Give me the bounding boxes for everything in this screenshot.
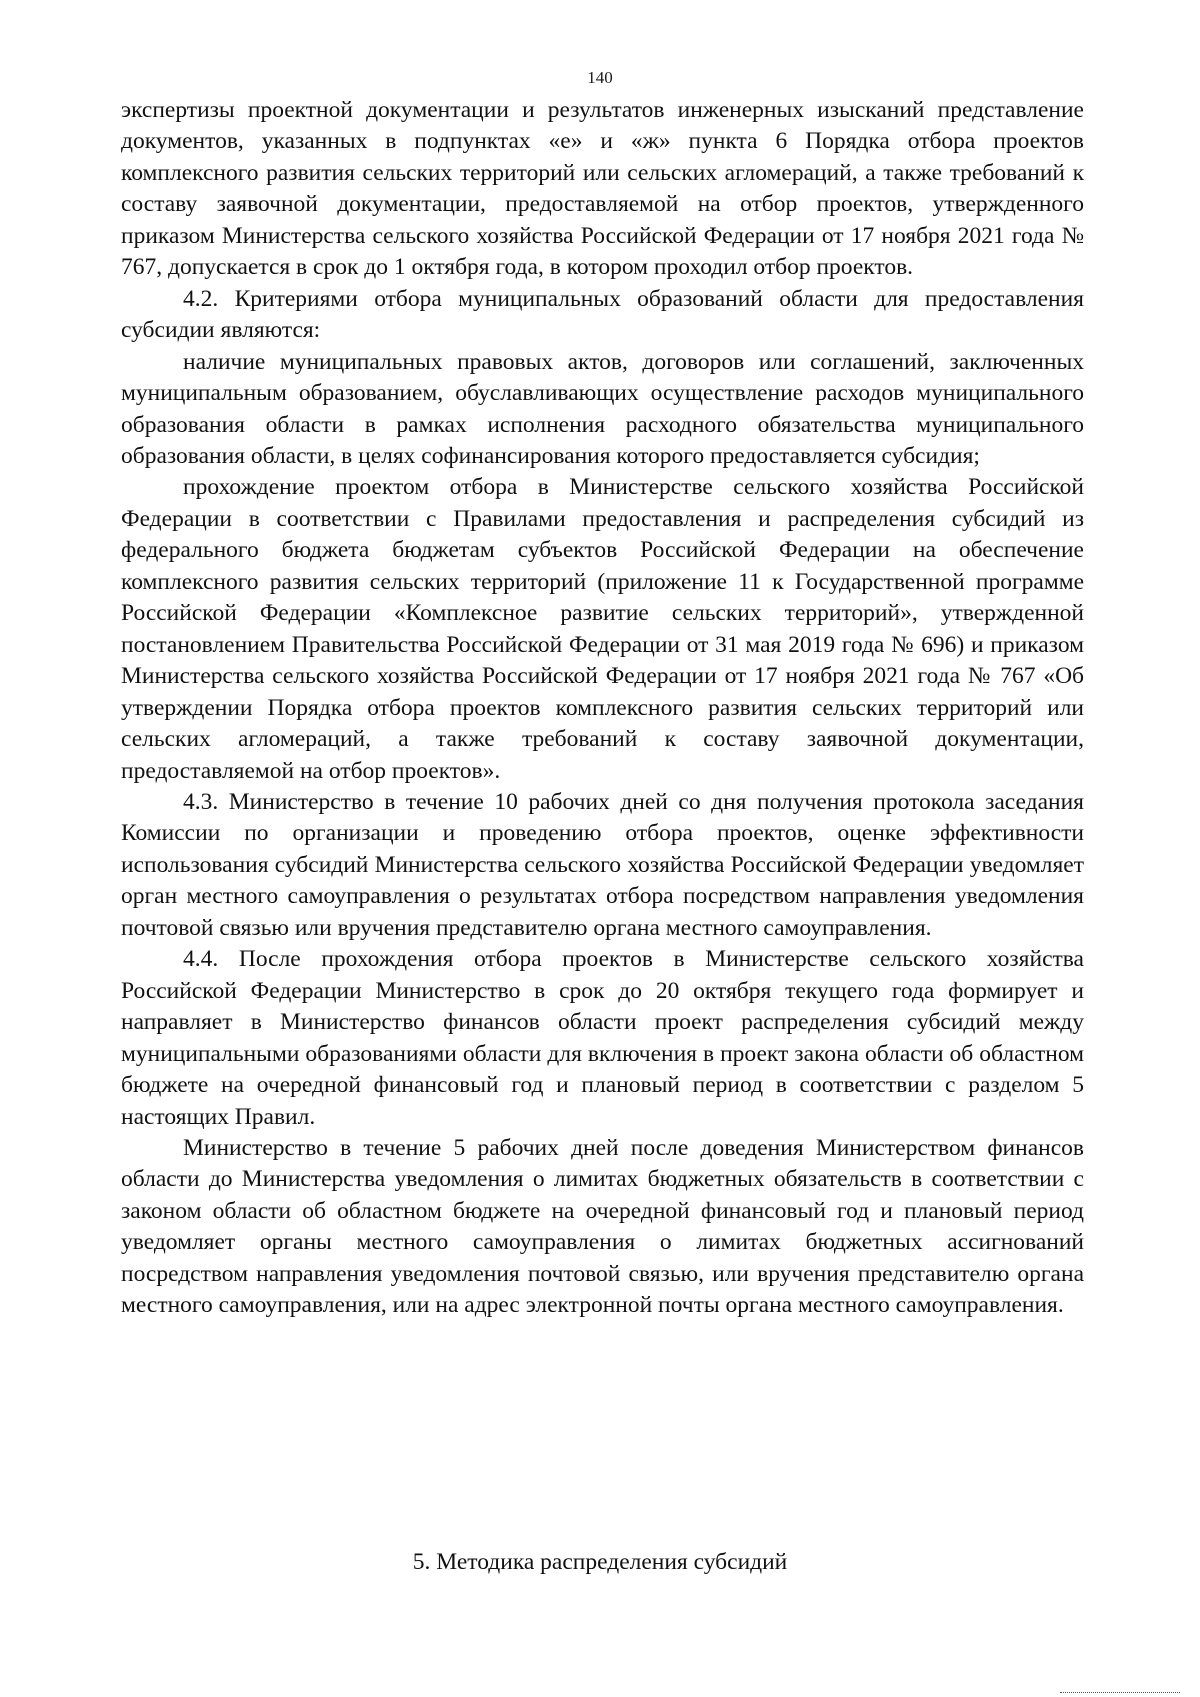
paragraph-budget-limits: Министерство в течение 5 рабочих дней после доведения Министерством финансов области до Министерства уведомления о лимитах бюджетных обязательств в соответствии с законом области об областном бюджете на очередной финансовый год и плановый период уведомляет органы местного самоуправления о лимитах бюджетных ассигнований посредством направления уведомления почтовой связью, или вручения представителю органа местного самоуправления, или на адрес электронной почты органа местного самоуправления. <box>121 1134 1084 1319</box>
paragraph-4-3-notification: 4.3. Министерство в течение 10 рабочих дней со дня получения протокола заседания Комиссии по организации и проведению отбора проектов, оценке эффективности использования субсидий Министерства сельского хозяйства Российской Федерации уведомляет орган местного самоуправления о результатах отбора посредством направления уведомления почтовой связью или вручения представителю органа местного самоуправления. <box>121 788 1084 941</box>
scan-artifact <box>1060 1682 1180 1693</box>
section-heading: 5. Методика распределения субсидий <box>412 1549 788 1575</box>
paragraph-criterion-legal-acts: наличие муниципальных правовых актов, договоров или соглашений, заключенных муниципальным образованием, обуславливающих осуществление расходов муниципального образования области в рамках исполнения расходного обязательства муниципального образования области, в целях софинансирования которого предоставляется субсидия; <box>121 348 1084 469</box>
paragraph-criterion-project-selection: прохождение проектом отбора в Министерстве сельского хозяйства Российской Федерации в соответствии с Правилами предоставления и распределения субсидий из федерального бюджета бюджетам субъектов Российской Федерации на обеспечение комплексного развития сельских территорий (приложение 11 к Государственной программе Российской Федерации «Комплексное развитие сельских территорий», утвержденной постановлением Правительства Российской Федерации от 31 мая 2019 года № 696) и приказом Министерства сельского хозяйства Российской Федерации от 17 ноября 2021 года № 767 «Об утверждении Порядка отбора проектов комплексного развития сельских территорий или сельских агломераций, а также требований к составу заявочной документации, предоставляемой на отбор проектов». <box>121 474 1084 784</box>
page-number: 140 <box>587 68 613 87</box>
paragraph-4-2-criteria: 4.2. Критериями отбора муниципальных образований области для предоставления субсидии являются: <box>121 285 1084 344</box>
paragraph-expertise-continuation: экспертизы проектной документации и результатов инженерных изысканий представление документов, указанных в подпунктах «е» и «ж» пункта 6 Порядка отбора проектов комплексного развития сельских территорий или сельских агломераций, а также требований к составу заявочной документации, предоставляемой на отбор проектов, утвержденного приказом Министерства сельского хозяйства Российской Федерации от 17 ноября 2021 года № 767, допускается в срок до 1 октября года, в котором проходил отбор проектов. <box>121 97 1084 281</box>
document-body <box>121 95 1084 1322</box>
paragraph-4-4-distribution: 4.4. После прохождения отбора проектов в Министерстве сельского хозяйства Российской Федерации Министерство в срок до 20 октября текущего года формирует и направляет в Министерство финансов области проект распределения субсидий между муниципальными образованиями области для включения в проект закона области об областном бюджете на очередной финансовый год и плановый период в соответствии с разделом 5 настоящих Правил. <box>121 946 1084 1130</box>
